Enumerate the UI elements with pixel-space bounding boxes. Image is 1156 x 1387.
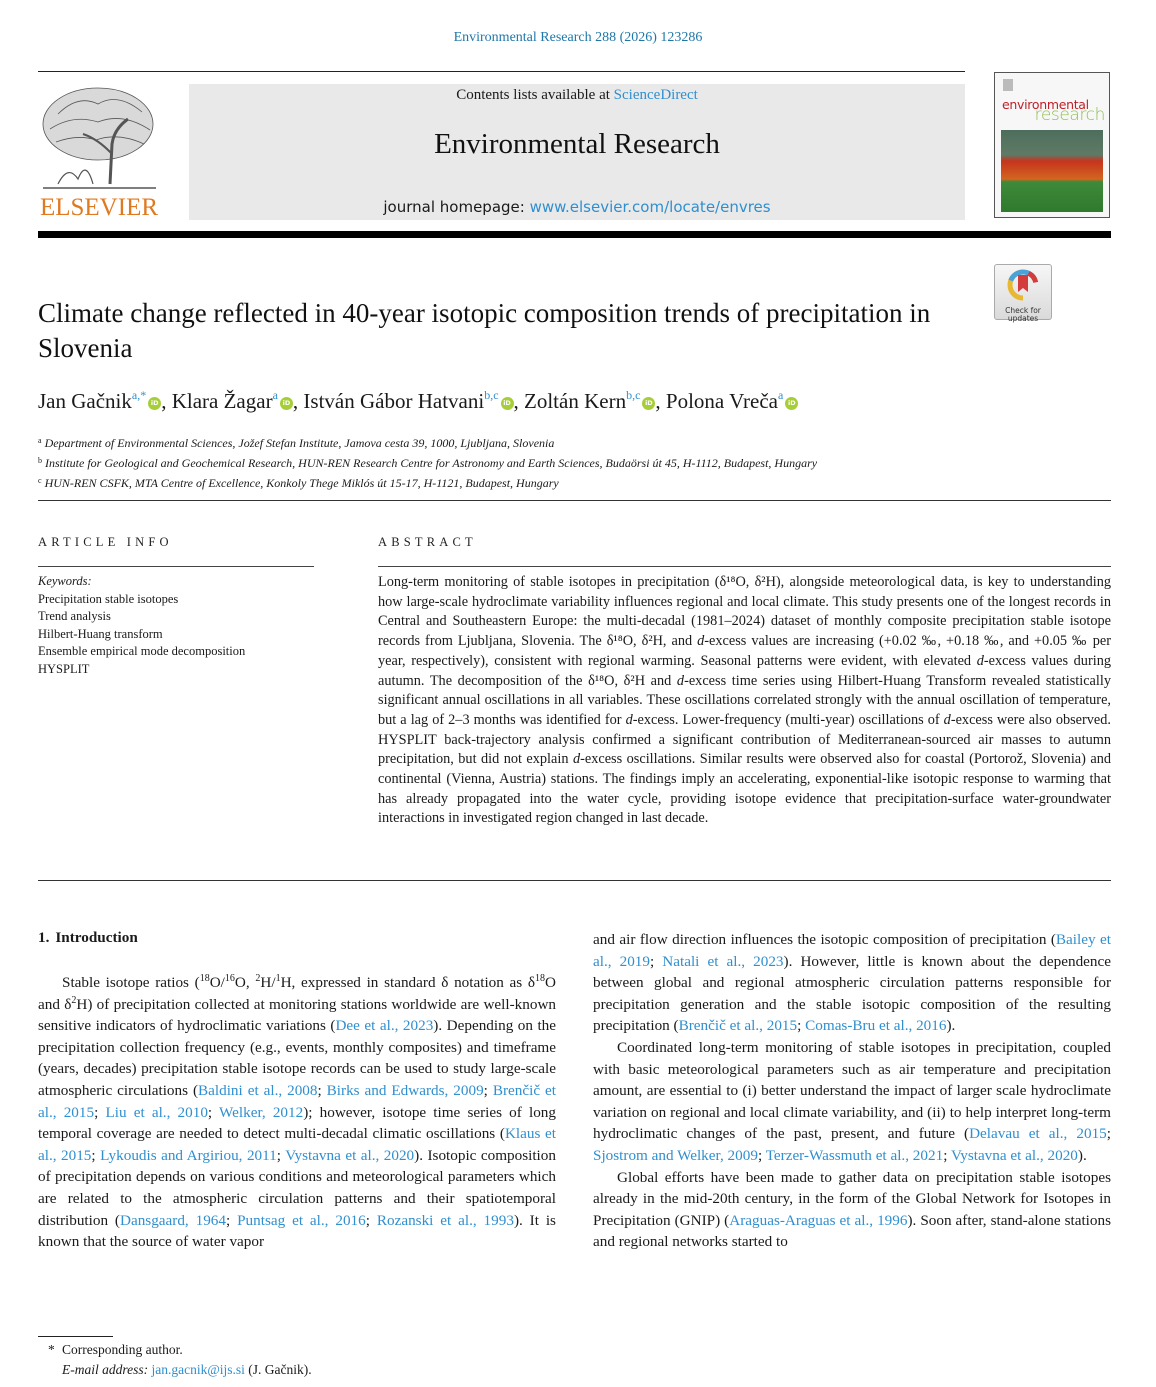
orcid-icon[interactable]: iD bbox=[280, 397, 293, 410]
sciencedirect-link[interactable]: ScienceDirect bbox=[613, 87, 698, 103]
affiliation-item bbox=[38, 432, 817, 452]
citation-link[interactable]: Terzer-Wassmuth et al., 2021 bbox=[765, 1146, 944, 1164]
introduction-heading bbox=[38, 929, 138, 947]
affiliation-item bbox=[38, 472, 817, 492]
citation-link[interactable]: Sjostrom and Welker, 2009 bbox=[593, 1146, 758, 1164]
article-info-heading: ARTICLE INFO bbox=[38, 535, 173, 549]
author-separator: , bbox=[655, 389, 666, 413]
abstract-heading: ABSTRACT bbox=[378, 535, 477, 549]
citation-link[interactable]: Brenčič et al., 2015 bbox=[678, 1017, 798, 1035]
affiliation-key: b bbox=[38, 456, 42, 465]
superscript: 2 bbox=[71, 994, 77, 1006]
keywords-label: Keywords: bbox=[38, 574, 92, 588]
author-affiliation-marker[interactable]: a,* bbox=[131, 388, 147, 402]
affiliation-text: Institute for Geological and Geochemical Research, HUN-REN Research Centre for Astronomy and Earth Sciences, Budaörsi út 45, H-1112, Budapest, Hungary bbox=[45, 456, 818, 470]
author-affiliation-marker[interactable]: b,c bbox=[626, 388, 641, 402]
author-name[interactable]: Zoltán Kern bbox=[524, 389, 627, 413]
superscript: 18 bbox=[199, 973, 210, 984]
citation-link[interactable]: Vystavna et al., 2020 bbox=[285, 1146, 415, 1164]
article-info-divider bbox=[38, 566, 314, 567]
superscript: 16 bbox=[224, 973, 235, 984]
author-separator: , bbox=[161, 389, 172, 413]
citation-link[interactable]: Liu et al., 2010 bbox=[105, 1103, 208, 1121]
cover-publisher-logo bbox=[1003, 79, 1013, 91]
author-affiliation-marker[interactable]: a bbox=[777, 388, 784, 402]
citation-link[interactable]: Baldini et al., 2008 bbox=[198, 1081, 318, 1099]
citation-link[interactable]: Klaus et al., 2015 bbox=[38, 1125, 556, 1164]
keyword-item: Ensemble empirical mode decomposition bbox=[38, 644, 246, 659]
citation-link[interactable]: Brenčič et al., 2015 bbox=[38, 1081, 556, 1121]
author-affiliation-marker[interactable]: a bbox=[272, 388, 278, 402]
elsevier-tree-icon bbox=[38, 84, 160, 192]
citation-link[interactable]: Bailey et al., 2019 bbox=[593, 931, 1111, 970]
italic-variable: d bbox=[697, 633, 705, 650]
keyword-item: Precipitation stable isotopes bbox=[38, 591, 179, 606]
abstract-text: Long-term monitoring of stable isotopes in precipitation (δ¹⁸O, δ²H), alongside meteorological data, is key to understanding how large-scale hydroclimate variability influences regional and local climate. This study presents one of the longest records in Central and Southeastern Europe: the multi-decadal (1981–2024) dataset of monthly composite precipitation stable isotope records from Ljubljana, Slovenia. The δ¹⁸O, δ²H, and d-excess values are increasing (+0.02 ‰, +0.18 ‰, and +0.05 ‰ per year, respectively), consistent with regional warming. Seasonal patterns were evident, with elevated d-excess values during autumn. The decomposition of the δ¹⁸O, δ²H and d-excess time series using Hilbert-Huang Transform revealed statistically significant annual oscillations in all variables. These oscillations correlated strongly with the annual oscillation of temperature, but a lag of 2–3 months was identified for d-excess. Lower-frequency (multi-year) oscillations of d-excess were also observed. HYSPLIT back-trajectory analysis confirmed a significant contribution of Mediterranean-sourced air masses to autumn precipitation, but did not explain d-excess oscillations. Similar results were observed also for coastal (Portorož, Slovenia) and continental (Vienna, Austria) stations. The findings imply an accelerating, exponential-like isotopic response to warming that has already propagated into the water cycle, providing isotope evidence that precipitation-surface water-groundwater interactions in investigated region changed in last decade. bbox=[378, 574, 1111, 827]
footnote-text: Corresponding author. bbox=[62, 1342, 183, 1357]
italic-variable: d bbox=[625, 711, 633, 728]
affiliation-item bbox=[38, 452, 817, 472]
check-for-updates-label-2: updates bbox=[1007, 314, 1039, 323]
running-head-citation: Environmental Research 288 (2026) 123286 bbox=[453, 30, 703, 45]
abstract-divider bbox=[378, 566, 1111, 567]
author-name[interactable]: Klara Žagar bbox=[171, 389, 273, 413]
keyword-item: HYSPLIT bbox=[38, 661, 90, 676]
citation-link[interactable]: Natali et al., 2023 bbox=[662, 952, 784, 970]
elsevier-logo[interactable] bbox=[38, 84, 160, 222]
citation-link[interactable]: Delavau et al., 2015 bbox=[969, 1125, 1107, 1143]
author-name[interactable]: István Gábor Hatvani bbox=[303, 389, 485, 413]
italic-variable: d bbox=[572, 751, 581, 768]
italic-variable: d bbox=[976, 652, 984, 669]
top-divider bbox=[38, 71, 965, 72]
keyword-item: Trend analysis bbox=[38, 609, 111, 624]
email-suffix: (J. Gačnik). bbox=[244, 1362, 312, 1377]
abstract-bottom-divider bbox=[38, 880, 1111, 881]
orcid-icon[interactable]: iD bbox=[501, 397, 514, 410]
elsevier-wordmark: ELSEVIER bbox=[39, 194, 159, 221]
affiliation-key: c bbox=[38, 476, 42, 485]
citation-link[interactable]: Rozanski et al., 1993 bbox=[376, 1211, 514, 1229]
citation-link[interactable]: Dee et al., 2023 bbox=[335, 1017, 434, 1035]
homepage-line bbox=[189, 198, 965, 216]
citation-link[interactable]: Vystavna et al., 2020 bbox=[950, 1146, 1078, 1164]
check-for-updates-button[interactable] bbox=[994, 264, 1052, 323]
crossmark-icon bbox=[1006, 268, 1040, 302]
check-for-updates-label-1: Check for bbox=[1005, 306, 1041, 315]
author-name[interactable]: Jan Gačnik bbox=[38, 389, 132, 413]
author-list bbox=[38, 388, 798, 414]
journal-cover-thumbnail[interactable] bbox=[994, 72, 1110, 218]
citation-link[interactable]: Welker, 2012 bbox=[219, 1103, 304, 1121]
email-label: E-mail address: bbox=[62, 1362, 149, 1377]
affiliation-text: HUN-REN CSFK, MTA Centre of Excellence, Konkoly Thege Miklós út 15-17, H-1121, Budapest, Hungary bbox=[44, 476, 559, 490]
body-paragraph: and air flow direction influences the isotopic composition of precipitation (Bailey et al., 2019; Natali et al., 2023). However, little is known about the dependence between global and regional atmospheric circulation patterns responsible for precipitation generation and the stable isotopic composition of the resulting precipitation (Brenčič et al., 2015; Comas-Bru et al., 2016). bbox=[593, 931, 1111, 1035]
footnote bbox=[48, 1340, 312, 1380]
superscript: 2 bbox=[255, 973, 261, 984]
keywords-block bbox=[38, 573, 245, 679]
journal-name: Environmental Research bbox=[434, 128, 720, 160]
author-email-link[interactable]: jan.gacnik@ijs.si bbox=[151, 1362, 245, 1377]
section-divider bbox=[38, 500, 1111, 501]
body-paragraph: Coordinated long-term monitoring of stable isotopes in precipitation, coupled with basic meteorological parameters such as air temperature and precipitation amount, are essential to (i) better understand the impact of larger scale hydroclimate variation on regional and local climate variability, and (ii) to help interpret long-term hydroclimatic changes of the past, present, and future (Delavau et al., 2015; Sjostrom and Welker, 2009; Terzer-Wassmuth et al., 2021; Vystavna et al., 2020). bbox=[593, 1038, 1111, 1164]
author-separator: , bbox=[292, 389, 304, 413]
section-number: 1. bbox=[38, 929, 50, 946]
body-paragraph: Stable isotope ratios ($^{18}$O/$^{16}$O, $^2$H/$^1$H, expressed in standard δ notation as $\delta^{18}O$ and $\delta^2H$) of precipitation collected at monitoring stations worldwide are well-known sensitive indicators of hydroclimatic variations (Dee et al., 2023). Depending on the precipitation collection frequency (e.g., events, monthly composites) and timeframe (years, decades) precipitation stable isotope records can be used to study large-scale atmospheric circulations (Baldini et al., 2008; Birks and Edwards, 2009; Brenčič et al., 2015; Liu et al., 2010; Welker, 2012); however, isotope time series of long temporal coverage are needed to detect multi-decadal climatic oscillations (Klaus et al., 2015; Lykoudis and Argiriou, 2011; Vystavna et al., 2020). Isotopic composition of precipitation depends on various conditions and meteorological parameters which are related to the atmospheric circulation patterns and their spatiotemporal distribution (Dansgaard, 1964; Puntsag et al., 2016; Rozanski et al., 1993). It is known that the source of water vapor bbox=[38, 973, 557, 1251]
section-title: Introduction bbox=[55, 929, 138, 946]
body-column-left bbox=[38, 972, 556, 1253]
citation-link[interactable]: Lykoudis and Argiriou, 2011 bbox=[100, 1146, 277, 1164]
contents-prefix: Contents lists available at bbox=[456, 87, 614, 103]
orcid-icon[interactable]: iD bbox=[642, 397, 655, 410]
citation-link[interactable]: Birks and Edwards, 2009 bbox=[326, 1081, 484, 1099]
author-name[interactable]: Polona Vreča bbox=[665, 389, 778, 413]
citation-link[interactable]: Puntsag et al., 2016 bbox=[237, 1211, 366, 1229]
citation-link[interactable]: Araguas-Araguas et al., 1996 bbox=[729, 1211, 908, 1229]
italic-variable: d bbox=[676, 672, 685, 689]
superscript: 18 bbox=[535, 973, 546, 984]
affiliation-key: a bbox=[38, 436, 42, 445]
affiliation-list bbox=[38, 432, 817, 492]
footnote-marker: * bbox=[48, 1342, 55, 1357]
cover-title-line2: research bbox=[1034, 105, 1105, 125]
article-title: Climate change reflected in 40-year isotopic composition trends of precipitation in Slovenia bbox=[38, 298, 931, 363]
author-affiliation-marker[interactable]: b,c bbox=[484, 388, 499, 402]
citation-link[interactable]: Comas-Bru et al., 2016 bbox=[805, 1017, 947, 1035]
body-paragraph: Global efforts have been made to gather data on precipitation stable isotopes already in the mid-20th century, in the form of the Global Network for Isotopes in Precipitation (GNIP) (Araguas-Araguas et al., 1996). Soon after, stand-alone stations and regional networks started to bbox=[593, 1168, 1112, 1251]
cover-image bbox=[1001, 130, 1103, 212]
italic-variable: d bbox=[943, 711, 951, 728]
orcid-icon[interactable]: iD bbox=[148, 397, 161, 410]
citation-link[interactable]: Dansgaard, 1964 bbox=[119, 1211, 226, 1229]
contents-line bbox=[189, 85, 965, 105]
header-thick-divider bbox=[38, 231, 1111, 238]
homepage-prefix: journal homepage: bbox=[383, 198, 530, 216]
journal-banner bbox=[189, 84, 965, 220]
keyword-item: Hilbert-Huang transform bbox=[38, 626, 163, 641]
body-column-right bbox=[593, 929, 1111, 1253]
affiliation-text: Department of Environmental Sciences, Jožef Stefan Institute, Jamova cesta 39, 1000, Ljubljana, Slovenia bbox=[44, 436, 555, 450]
orcid-icon[interactable]: iD bbox=[785, 397, 798, 410]
footnote-divider bbox=[38, 1336, 113, 1337]
superscript: 1 bbox=[275, 973, 281, 984]
journal-homepage-link[interactable]: www.elsevier.com/locate/envres bbox=[529, 198, 771, 216]
cover-title-line1: environmental bbox=[1002, 97, 1089, 112]
author-separator: , bbox=[513, 389, 525, 413]
